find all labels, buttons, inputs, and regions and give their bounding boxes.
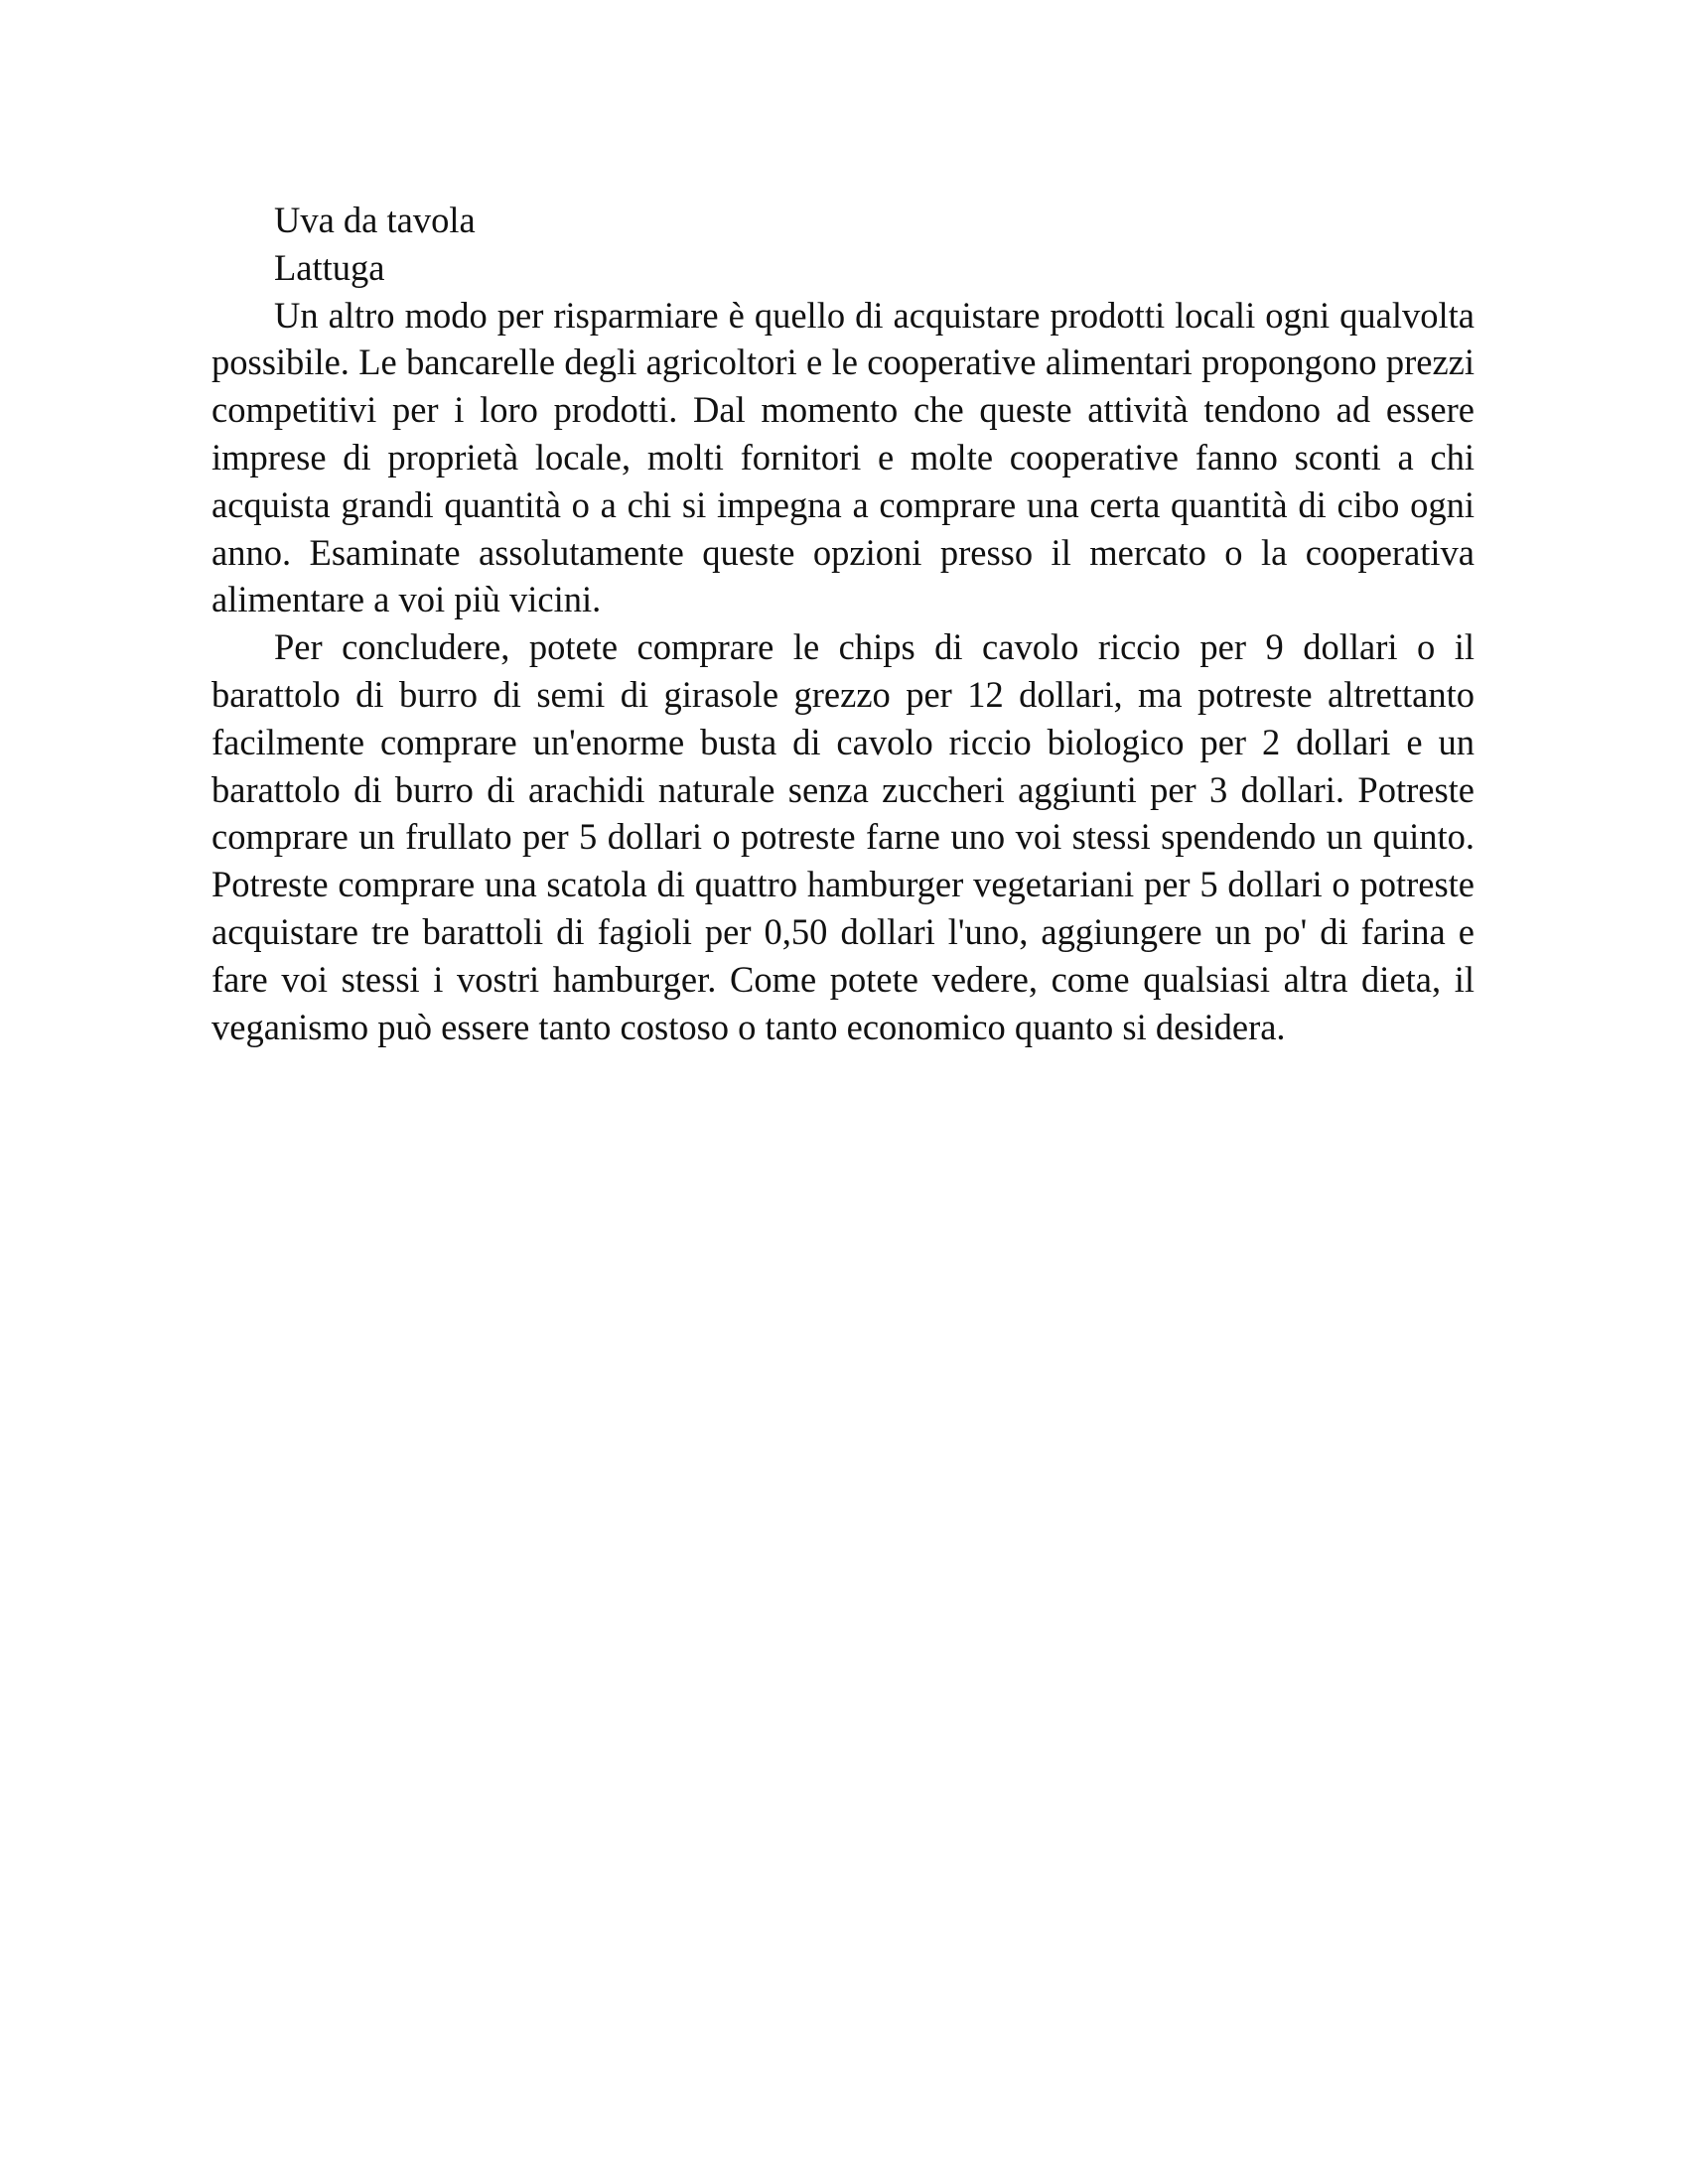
paragraph-local-products: Un altro modo per risparmiare è quello di acquistare prodotti locali ogni qualvolta possibile. Le bancarelle degli agricoltori e le cooperative alimentari propongono prezzi competitivi per i loro prodotti. Dal momento che queste attività tendono ad essere imprese di proprietà locale, molti fornitori e molte cooperative fanno sconti a chi acquista grandi quantità o a chi si impegna a comprare una certa quantità di cibo ogni anno. Esaminate assolutamente queste opzioni presso il mercato o la cooperativa alimentare a voi più vicini. <box>211 294 1475 620</box>
document-text-block <box>211 197 1475 1050</box>
paragraph-conclusion: Per concludere, potete comprare le chips di cavolo riccio per 9 dollari o il barattolo di burro di semi di girasole grezzo per 12 dollari, ma potreste altrettanto facilmente comprare un'enorme busta di cavolo riccio biologico per 2 dollari e un barattolo di burro di arachidi naturale senza zuccheri aggiunti per 3 dollari. Potreste comprare un frullato per 5 dollari o potreste farne uno voi stessi spendendo un quinto. Potreste comprare una scatola di quattro hamburger vegetariani per 5 dollari o potreste acquistare tre barattoli di fagioli per 0,50 dollari l'uno, aggiungere un po' di farina e fare voi stessi i vostri hamburger. Come potete vedere, come qualsiasi altra dieta, il veganismo può essere tanto costoso o tanto economico quanto si desidera. <box>211 626 1475 1047</box>
list-item-table-grapes: Uva da tavola <box>274 200 476 240</box>
list-item-lettuce: Lattuga <box>274 246 385 288</box>
